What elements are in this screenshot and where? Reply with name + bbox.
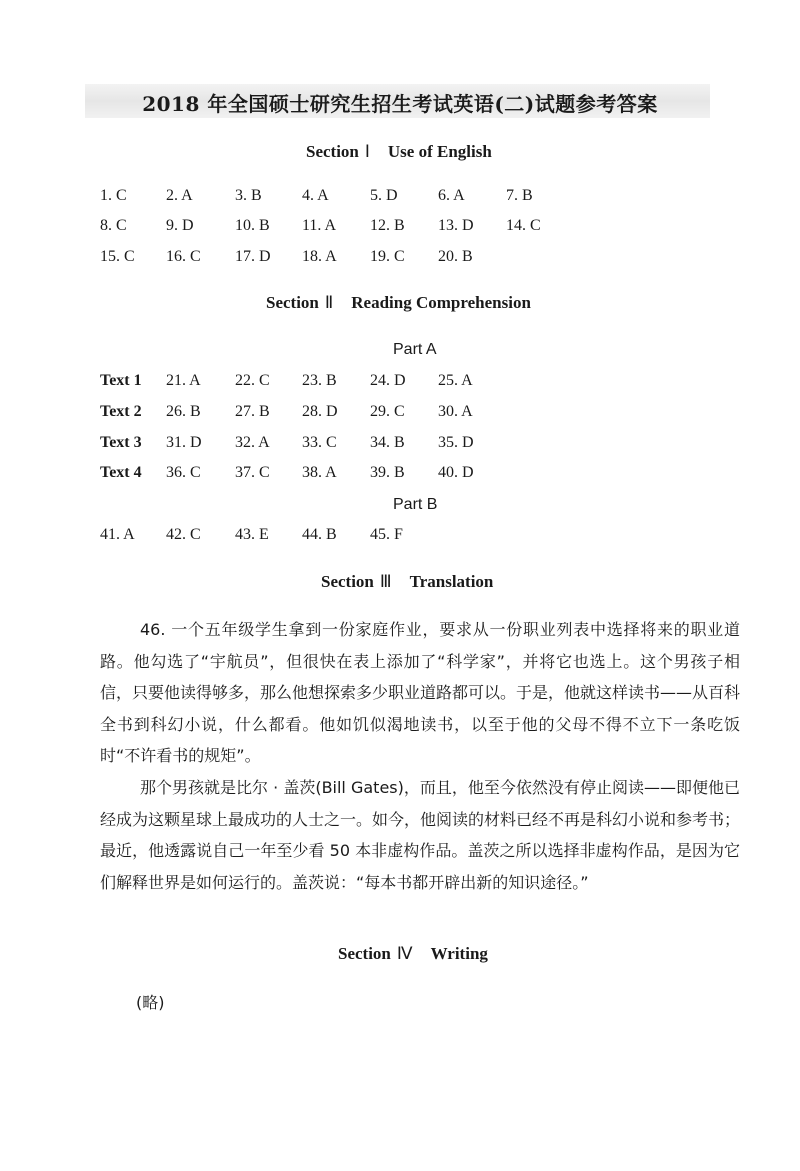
answer-item: 20. B — [438, 248, 473, 265]
section-1-name: Use of English — [387, 142, 492, 161]
answer-item: 19. C — [370, 248, 405, 265]
section-3-name: Translation — [409, 572, 494, 591]
answer-item: 3. B — [235, 187, 262, 204]
answer-item: 32. A — [235, 434, 270, 451]
answer-item: 7. B — [506, 187, 533, 204]
section-3-label: Section — [321, 572, 374, 591]
answer-item: 40. D — [438, 464, 474, 481]
answer-item: 10. B — [235, 217, 270, 234]
section-2-label: Section — [266, 293, 319, 312]
text-label: Text 3 — [100, 434, 142, 451]
answer-item: 23. B — [302, 372, 337, 389]
answer-item: 29. C — [370, 403, 405, 420]
answer-item: 18. A — [302, 248, 337, 265]
answer-item: 45. F — [370, 526, 403, 543]
answer-item: 21. A — [166, 372, 201, 389]
section-4-label: Section — [338, 944, 391, 963]
answer-item: 28. D — [302, 403, 338, 420]
section-4-number: Ⅳ — [396, 944, 413, 963]
translation-paragraph-1: 46. 一个五年级学生拿到一份家庭作业，要求从一份职业列表中选择将来的职业道路。他勾选了“宇航员”，但很快在表上添加了“科学家”，并将它也选上。这个男孩子相信，只要他读得够多，那么他想探索多少职业道路都可以。于是，他就这样读书——从百科全书到科幻小说，什么都看。他如饥似渴地读书，以至于他的父母不得不立下一条吃饭时“不许看书的规矩”。 — [100, 620, 741, 765]
answer-item: 12. B — [370, 217, 405, 234]
text-label: Text 4 — [100, 464, 142, 481]
answer-item: 13. D — [438, 217, 474, 234]
section-2-name: Reading Comprehension — [351, 293, 531, 312]
section-4-name: Writing — [430, 944, 488, 963]
answer-item: 26. B — [166, 403, 201, 420]
writing-omitted: (略) — [136, 993, 165, 1012]
answer-item: 39. B — [370, 464, 405, 481]
answer-item: 2. A — [166, 187, 193, 204]
answer-item: 37. C — [235, 464, 270, 481]
answer-item: 16. C — [166, 248, 201, 265]
answer-item: 44. B — [302, 526, 337, 543]
answer-item: 35. D — [438, 434, 474, 451]
answer-item: 36. C — [166, 464, 201, 481]
answer-item: 25. A — [438, 372, 473, 389]
answer-item: 11. A — [302, 217, 337, 234]
part-a-label: Part A — [393, 341, 437, 358]
section-2-heading — [266, 293, 531, 313]
section-1-label: Section — [306, 142, 359, 161]
section-4-heading — [338, 944, 488, 964]
answer-item: 8. C — [100, 217, 127, 234]
answer-item: 1. C — [100, 187, 127, 204]
answer-item: 17. D — [235, 248, 271, 265]
section-3-number: Ⅲ — [379, 572, 392, 591]
section-3-heading — [321, 572, 493, 592]
answer-item: 5. D — [370, 187, 398, 204]
section-2-number: Ⅱ — [324, 293, 334, 312]
answer-item: 41. A — [100, 526, 135, 543]
section-1-heading — [306, 142, 492, 162]
answer-item: 43. E — [235, 526, 269, 543]
part-b-label: Part B — [393, 496, 438, 513]
answer-item: 22. C — [235, 372, 270, 389]
answer-item: 38. A — [302, 464, 337, 481]
answer-item: 4. A — [302, 187, 329, 204]
answer-item: 42. C — [166, 526, 201, 543]
text-label: Text 1 — [100, 372, 142, 389]
page-title: 2018 年全国硕士研究生招生考试英语(二)试题参考答案 — [142, 92, 658, 116]
answer-item: 34. B — [370, 434, 405, 451]
answer-item: 33. C — [302, 434, 337, 451]
text-label: Text 2 — [100, 403, 142, 420]
answer-item: 30. A — [438, 403, 473, 420]
translation-paragraph-2: 那个男孩就是比尔 · 盖茨(Bill Gates)，而且，他至今依然没有停止阅读——即便他已经成为这颗星球上最成功的人士之一。如今，他阅读的材料已经不再是科幻小说和参考书；最近，他透露说自己一年至少看 50 本非虚构作品。盖茨之所以选择非虚构作品，是因为它们解释世界是如何运行的。盖茨说：“每本书都开辟出新的知识途径。” — [100, 778, 741, 892]
answer-item: 6. A — [438, 187, 465, 204]
answer-item: 15. C — [100, 248, 135, 265]
section-1-number: Ⅰ — [364, 142, 370, 161]
answer-item: 9. D — [166, 217, 194, 234]
answer-item: 31. D — [166, 434, 202, 451]
answer-item: 14. C — [506, 217, 541, 234]
answer-item: 24. D — [370, 372, 406, 389]
answer-item: 27. B — [235, 403, 270, 420]
